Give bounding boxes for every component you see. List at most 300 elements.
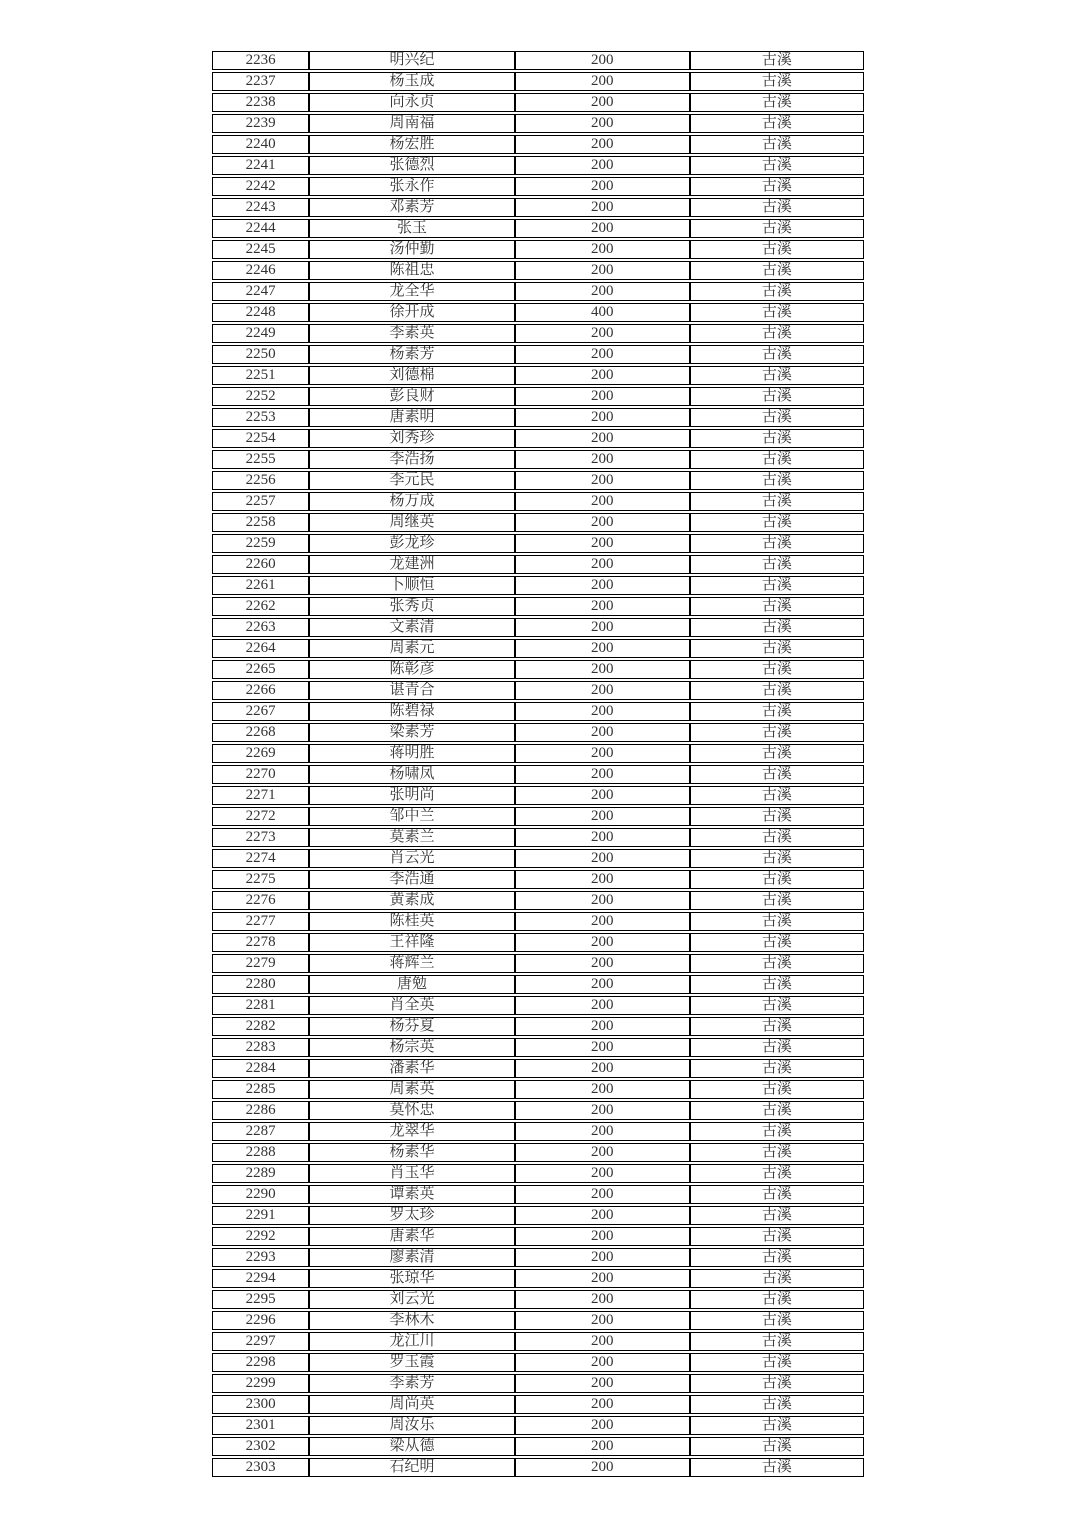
amount-cell: 200: [515, 1038, 690, 1057]
table-row: [212, 345, 864, 364]
serial-number-cell: 2278: [212, 933, 309, 952]
person-name-cell: 唐勉: [309, 975, 515, 994]
table-row: [212, 618, 864, 637]
amount-cell: 200: [515, 1248, 690, 1267]
person-name-cell: 周素元: [309, 639, 515, 658]
serial-number-cell: 2237: [212, 72, 309, 91]
village-cell: 古溪: [690, 93, 864, 112]
table-row: [212, 828, 864, 847]
person-name-cell: 张玉: [309, 219, 515, 238]
person-name-cell: 向永贞: [309, 93, 515, 112]
table-row: [212, 282, 864, 301]
village-cell: 古溪: [690, 282, 864, 301]
village-cell: 古溪: [690, 954, 864, 973]
amount-cell: 200: [515, 744, 690, 763]
person-name-cell: 张德烈: [309, 156, 515, 175]
amount-cell: 200: [515, 1290, 690, 1309]
serial-number-cell: 2244: [212, 219, 309, 238]
amount-cell: 200: [515, 324, 690, 343]
village-cell: 古溪: [690, 828, 864, 847]
person-name-cell: 罗玉霞: [309, 1353, 515, 1372]
amount-cell: 200: [515, 1311, 690, 1330]
village-cell: 古溪: [690, 345, 864, 364]
amount-cell: 200: [515, 1458, 690, 1477]
serial-number-cell: 2292: [212, 1227, 309, 1246]
person-name-cell: 李浩扬: [309, 450, 515, 469]
village-cell: 古溪: [690, 471, 864, 490]
table-row: [212, 366, 864, 385]
amount-cell: 200: [515, 912, 690, 931]
amount-cell: 200: [515, 555, 690, 574]
table-row: [212, 1353, 864, 1372]
person-name-cell: 邹中兰: [309, 807, 515, 826]
person-name-cell: 石纪明: [309, 1458, 515, 1477]
person-name-cell: 文素清: [309, 618, 515, 637]
amount-cell: 200: [515, 261, 690, 280]
person-name-cell: 卜顺恒: [309, 576, 515, 595]
person-name-cell: 汤仲勤: [309, 240, 515, 259]
serial-number-cell: 2287: [212, 1122, 309, 1141]
serial-number-cell: 2265: [212, 660, 309, 679]
village-cell: 古溪: [690, 1101, 864, 1120]
amount-cell: 200: [515, 177, 690, 196]
amount-cell: 200: [515, 828, 690, 847]
person-name-cell: 陈碧禄: [309, 702, 515, 721]
person-name-cell: 杨素芳: [309, 345, 515, 364]
serial-number-cell: 2254: [212, 429, 309, 448]
amount-cell: 200: [515, 954, 690, 973]
amount-cell: 200: [515, 240, 690, 259]
serial-number-cell: 2266: [212, 681, 309, 700]
person-name-cell: 周汝乐: [309, 1416, 515, 1435]
village-cell: 古溪: [690, 1290, 864, 1309]
village-cell: 古溪: [690, 219, 864, 238]
serial-number-cell: 2267: [212, 702, 309, 721]
table-row: [212, 156, 864, 175]
village-cell: 古溪: [690, 1395, 864, 1414]
village-cell: 古溪: [690, 597, 864, 616]
amount-cell: 200: [515, 996, 690, 1015]
village-cell: 古溪: [690, 1227, 864, 1246]
person-name-cell: 周素英: [309, 1080, 515, 1099]
village-cell: 古溪: [690, 786, 864, 805]
village-cell: 古溪: [690, 1437, 864, 1456]
table-row: [212, 240, 864, 259]
person-name-cell: 李素英: [309, 324, 515, 343]
serial-number-cell: 2253: [212, 408, 309, 427]
serial-number-cell: 2255: [212, 450, 309, 469]
person-name-cell: 龙建洲: [309, 555, 515, 574]
serial-number-cell: 2275: [212, 870, 309, 889]
table-row: [212, 1458, 864, 1477]
amount-cell: 200: [515, 513, 690, 532]
village-cell: 古溪: [690, 114, 864, 133]
village-cell: 古溪: [690, 996, 864, 1015]
person-name-cell: 陈祖忠: [309, 261, 515, 280]
village-cell: 古溪: [690, 1332, 864, 1351]
person-name-cell: 张秀贞: [309, 597, 515, 616]
person-name-cell: 李浩通: [309, 870, 515, 889]
village-cell: 古溪: [690, 177, 864, 196]
village-cell: 古溪: [690, 1311, 864, 1330]
table-row: [212, 1017, 864, 1036]
serial-number-cell: 2294: [212, 1269, 309, 1288]
amount-cell: 200: [515, 1101, 690, 1120]
amount-cell: 200: [515, 114, 690, 133]
amount-cell: 200: [515, 408, 690, 427]
village-cell: 古溪: [690, 1164, 864, 1183]
serial-number-cell: 2291: [212, 1206, 309, 1225]
table-row: [212, 1227, 864, 1246]
table-row: [212, 534, 864, 553]
village-cell: 古溪: [690, 135, 864, 154]
person-name-cell: 潘素华: [309, 1059, 515, 1078]
table-row: [212, 471, 864, 490]
serial-number-cell: 2245: [212, 240, 309, 259]
amount-cell: 200: [515, 1080, 690, 1099]
village-cell: 古溪: [690, 576, 864, 595]
amount-cell: 200: [515, 198, 690, 217]
table-row: [212, 1206, 864, 1225]
amount-cell: 200: [515, 870, 690, 889]
person-name-cell: 杨万成: [309, 492, 515, 511]
amount-cell: 200: [515, 681, 690, 700]
village-cell: 古溪: [690, 681, 864, 700]
person-name-cell: 杨宏胜: [309, 135, 515, 154]
table-row: [212, 639, 864, 658]
person-name-cell: 周尚英: [309, 1395, 515, 1414]
person-name-cell: 黄素成: [309, 891, 515, 910]
serial-number-cell: 2274: [212, 849, 309, 868]
serial-number-cell: 2297: [212, 1332, 309, 1351]
table-row: [212, 1038, 864, 1057]
amount-cell: 200: [515, 1437, 690, 1456]
amount-cell: 200: [515, 660, 690, 679]
table-row: [212, 681, 864, 700]
table-row: [212, 1437, 864, 1456]
village-cell: 古溪: [690, 51, 864, 70]
serial-number-cell: 2300: [212, 1395, 309, 1414]
table-row: [212, 933, 864, 952]
amount-cell: 200: [515, 1332, 690, 1351]
table-row: [212, 1122, 864, 1141]
person-name-cell: 蒋明胜: [309, 744, 515, 763]
village-cell: 古溪: [690, 513, 864, 532]
table-row: [212, 1311, 864, 1330]
serial-number-cell: 2241: [212, 156, 309, 175]
village-cell: 古溪: [690, 450, 864, 469]
person-name-cell: 明兴纪: [309, 51, 515, 70]
table-row: [212, 597, 864, 616]
person-name-cell: 刘德棉: [309, 366, 515, 385]
village-cell: 古溪: [690, 324, 864, 343]
serial-number-cell: 2276: [212, 891, 309, 910]
village-cell: 古溪: [690, 1269, 864, 1288]
person-name-cell: 刘云光: [309, 1290, 515, 1309]
serial-number-cell: 2293: [212, 1248, 309, 1267]
table-row: [212, 93, 864, 112]
table-row: [212, 1395, 864, 1414]
person-name-cell: 龙翠华: [309, 1122, 515, 1141]
amount-cell: 200: [515, 1017, 690, 1036]
amount-cell: 200: [515, 450, 690, 469]
village-cell: 古溪: [690, 702, 864, 721]
person-name-cell: 张琼华: [309, 1269, 515, 1288]
serial-number-cell: 2264: [212, 639, 309, 658]
amount-cell: 200: [515, 618, 690, 637]
table-row: [212, 429, 864, 448]
village-cell: 古溪: [690, 387, 864, 406]
serial-number-cell: 2295: [212, 1290, 309, 1309]
village-cell: 古溪: [690, 261, 864, 280]
table-row: [212, 765, 864, 784]
serial-number-cell: 2263: [212, 618, 309, 637]
amount-cell: 200: [515, 366, 690, 385]
village-cell: 古溪: [690, 765, 864, 784]
village-cell: 古溪: [690, 870, 864, 889]
serial-number-cell: 2285: [212, 1080, 309, 1099]
serial-number-cell: 2273: [212, 828, 309, 847]
serial-number-cell: 2260: [212, 555, 309, 574]
village-cell: 古溪: [690, 975, 864, 994]
serial-number-cell: 2286: [212, 1101, 309, 1120]
amount-cell: 200: [515, 534, 690, 553]
person-name-cell: 莫怀忠: [309, 1101, 515, 1120]
person-name-cell: 李林木: [309, 1311, 515, 1330]
amount-cell: 200: [515, 1143, 690, 1162]
amount-cell: 200: [515, 1395, 690, 1414]
village-cell: 古溪: [690, 849, 864, 868]
village-cell: 古溪: [690, 618, 864, 637]
person-name-cell: 邓素芳: [309, 198, 515, 217]
amount-cell: 200: [515, 219, 690, 238]
table-row: [212, 891, 864, 910]
table-row: [212, 450, 864, 469]
amount-cell: 200: [515, 849, 690, 868]
serial-number-cell: 2248: [212, 303, 309, 322]
table-row: [212, 870, 864, 889]
village-cell: 古溪: [690, 1353, 864, 1372]
village-cell: 古溪: [690, 1416, 864, 1435]
person-name-cell: 彭龙珍: [309, 534, 515, 553]
village-cell: 古溪: [690, 534, 864, 553]
person-name-cell: 蒋辉兰: [309, 954, 515, 973]
amount-cell: 200: [515, 639, 690, 658]
table-row: [212, 198, 864, 217]
amount-cell: 200: [515, 891, 690, 910]
amount-cell: 200: [515, 1059, 690, 1078]
person-name-cell: 廖素清: [309, 1248, 515, 1267]
table-row: [212, 1080, 864, 1099]
village-cell: 古溪: [690, 72, 864, 91]
table-row: [212, 114, 864, 133]
amount-cell: 200: [515, 975, 690, 994]
village-cell: 古溪: [690, 1206, 864, 1225]
table-row: [212, 1374, 864, 1393]
village-cell: 古溪: [690, 366, 864, 385]
table-row: [212, 786, 864, 805]
table-row: [212, 1416, 864, 1435]
table-row: [212, 513, 864, 532]
amount-cell: 200: [515, 51, 690, 70]
village-cell: 古溪: [690, 1080, 864, 1099]
person-name-cell: 张永作: [309, 177, 515, 196]
roster-table: [212, 49, 864, 1479]
table-row: [212, 408, 864, 427]
serial-number-cell: 2259: [212, 534, 309, 553]
village-cell: 古溪: [690, 156, 864, 175]
table-row: [212, 744, 864, 763]
serial-number-cell: 2301: [212, 1416, 309, 1435]
village-cell: 古溪: [690, 492, 864, 511]
serial-number-cell: 2239: [212, 114, 309, 133]
village-cell: 古溪: [690, 933, 864, 952]
village-cell: 古溪: [690, 429, 864, 448]
table-row: [212, 72, 864, 91]
person-name-cell: 张明尚: [309, 786, 515, 805]
amount-cell: 200: [515, 597, 690, 616]
amount-cell: 400: [515, 303, 690, 322]
serial-number-cell: 2283: [212, 1038, 309, 1057]
village-cell: 古溪: [690, 555, 864, 574]
serial-number-cell: 2281: [212, 996, 309, 1015]
serial-number-cell: 2280: [212, 975, 309, 994]
village-cell: 古溪: [690, 408, 864, 427]
serial-number-cell: 2277: [212, 912, 309, 931]
village-cell: 古溪: [690, 1185, 864, 1204]
serial-number-cell: 2243: [212, 198, 309, 217]
serial-number-cell: 2238: [212, 93, 309, 112]
person-name-cell: 陈桂英: [309, 912, 515, 931]
amount-cell: 200: [515, 1122, 690, 1141]
village-cell: 古溪: [690, 1458, 864, 1477]
person-name-cell: 龙全华: [309, 282, 515, 301]
serial-number-cell: 2303: [212, 1458, 309, 1477]
village-cell: 古溪: [690, 1038, 864, 1057]
amount-cell: 200: [515, 387, 690, 406]
serial-number-cell: 2252: [212, 387, 309, 406]
table-row: [212, 177, 864, 196]
table-row: [212, 1143, 864, 1162]
person-name-cell: 王祥隆: [309, 933, 515, 952]
table-row: [212, 996, 864, 1015]
amount-cell: 200: [515, 93, 690, 112]
amount-cell: 200: [515, 1185, 690, 1204]
serial-number-cell: 2289: [212, 1164, 309, 1183]
serial-number-cell: 2284: [212, 1059, 309, 1078]
person-name-cell: 周继英: [309, 513, 515, 532]
table-row: [212, 849, 864, 868]
roster-table-body: [212, 51, 864, 1477]
table-row: [212, 387, 864, 406]
table-row: [212, 702, 864, 721]
table-row: [212, 555, 864, 574]
person-name-cell: 杨啸凤: [309, 765, 515, 784]
table-row: [212, 1164, 864, 1183]
serial-number-cell: 2268: [212, 723, 309, 742]
serial-number-cell: 2299: [212, 1374, 309, 1393]
village-cell: 古溪: [690, 660, 864, 679]
table-row: [212, 954, 864, 973]
serial-number-cell: 2272: [212, 807, 309, 826]
amount-cell: 200: [515, 1374, 690, 1393]
serial-number-cell: 2270: [212, 765, 309, 784]
serial-number-cell: 2298: [212, 1353, 309, 1372]
amount-cell: 200: [515, 1416, 690, 1435]
amount-cell: 200: [515, 1164, 690, 1183]
amount-cell: 200: [515, 282, 690, 301]
serial-number-cell: 2246: [212, 261, 309, 280]
village-cell: 古溪: [690, 240, 864, 259]
table-row: [212, 135, 864, 154]
amount-cell: 200: [515, 702, 690, 721]
serial-number-cell: 2261: [212, 576, 309, 595]
village-cell: 古溪: [690, 723, 864, 742]
person-name-cell: 谌青合: [309, 681, 515, 700]
table-row: [212, 324, 864, 343]
person-name-cell: 刘秀珍: [309, 429, 515, 448]
amount-cell: 200: [515, 786, 690, 805]
serial-number-cell: 2282: [212, 1017, 309, 1036]
table-row: [212, 1185, 864, 1204]
table-row: [212, 1290, 864, 1309]
table-row: [212, 51, 864, 70]
serial-number-cell: 2258: [212, 513, 309, 532]
serial-number-cell: 2288: [212, 1143, 309, 1162]
village-cell: 古溪: [690, 1017, 864, 1036]
village-cell: 古溪: [690, 744, 864, 763]
amount-cell: 200: [515, 807, 690, 826]
person-name-cell: 肖云光: [309, 849, 515, 868]
person-name-cell: 梁素芳: [309, 723, 515, 742]
serial-number-cell: 2279: [212, 954, 309, 973]
amount-cell: 200: [515, 1227, 690, 1246]
table-row: [212, 1101, 864, 1120]
amount-cell: 200: [515, 345, 690, 364]
table-row: [212, 807, 864, 826]
village-cell: 古溪: [690, 303, 864, 322]
amount-cell: 200: [515, 1269, 690, 1288]
village-cell: 古溪: [690, 807, 864, 826]
table-row: [212, 1248, 864, 1267]
table-row: [212, 1269, 864, 1288]
serial-number-cell: 2247: [212, 282, 309, 301]
person-name-cell: 肖全英: [309, 996, 515, 1015]
person-name-cell: 杨素华: [309, 1143, 515, 1162]
village-cell: 古溪: [690, 1248, 864, 1267]
person-name-cell: 周南福: [309, 114, 515, 133]
table-row: [212, 912, 864, 931]
table-row: [212, 261, 864, 280]
amount-cell: 200: [515, 429, 690, 448]
serial-number-cell: 2242: [212, 177, 309, 196]
person-name-cell: 肖玉华: [309, 1164, 515, 1183]
amount-cell: 200: [515, 156, 690, 175]
village-cell: 古溪: [690, 639, 864, 658]
serial-number-cell: 2271: [212, 786, 309, 805]
person-name-cell: 罗太珍: [309, 1206, 515, 1225]
serial-number-cell: 2290: [212, 1185, 309, 1204]
village-cell: 古溪: [690, 198, 864, 217]
serial-number-cell: 2249: [212, 324, 309, 343]
person-name-cell: 陈彰彦: [309, 660, 515, 679]
table-row: [212, 723, 864, 742]
serial-number-cell: 2257: [212, 492, 309, 511]
village-cell: 古溪: [690, 1122, 864, 1141]
serial-number-cell: 2296: [212, 1311, 309, 1330]
serial-number-cell: 2269: [212, 744, 309, 763]
person-name-cell: 李元民: [309, 471, 515, 490]
